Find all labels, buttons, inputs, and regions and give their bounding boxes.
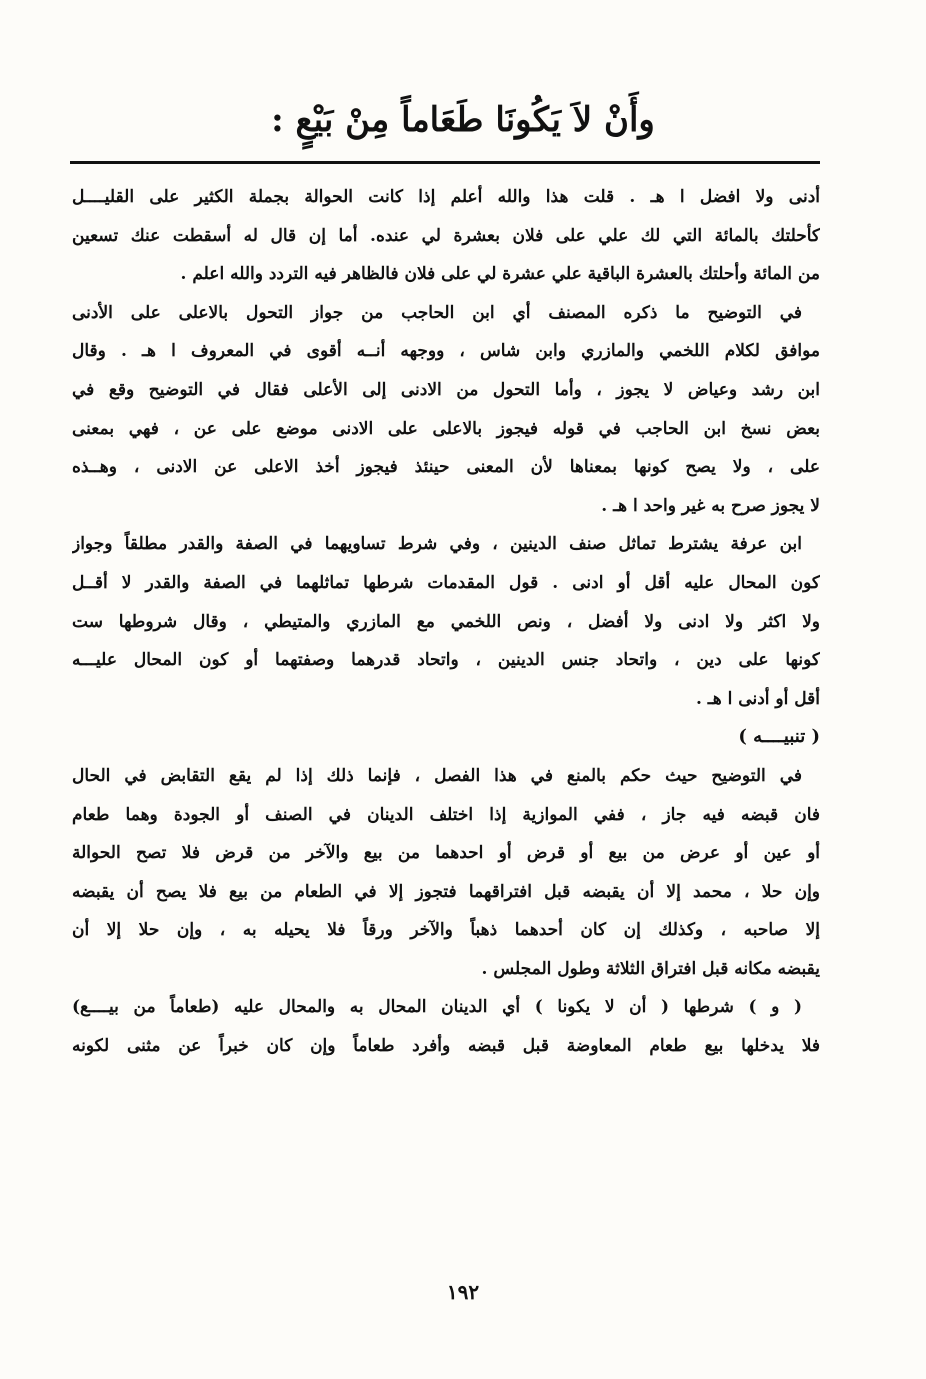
text-line: فان قبضه فيه جاز ، ففي الموازية إذا اختلف الدينان في الصنف أو الجودة وهما طعام xyxy=(72,804,820,825)
text-line: كونها على دين ، واتحاد جنس الدينين ، واتحاد قدرهما وصفتهما أو كون المحال عليـــه xyxy=(72,650,820,671)
running-header-title: وأَنْ لاَ يَكُونَا طَعَاماً مِنْ بَيْعٍ : xyxy=(271,100,655,140)
text-line: كأحلتك بالمائة التي لك علي على فلان بعشرة لي عنده. أما إن قال له أسقطت عنك تسعين xyxy=(72,225,820,246)
body-text xyxy=(72,178,820,1066)
text-line: في التوضيح ما ذكره المصنف أي ابن الحاجب من جواز التحول بالاعلى على الأدنى xyxy=(72,302,802,323)
text-line: وإن حلا ، محمد إلا أن يقبضه قبل افتراقهما فتجوز إلا في الطعام من بيع فلا يصح أن يقبضه xyxy=(72,881,820,902)
text-line: إلا صاحبه ، وكذلك إن كان أحدهما ذهباً والآخر ورقاً فلا يحيله به ، وإن حلا إلا أن xyxy=(72,920,820,941)
text-line: يقبضه مكانه قبل افتراق الثلاثة وطول المجلس . xyxy=(481,958,820,979)
text-line: أدنى ولا افضل ا هـ . قلت هذا والله أعلم إذا كانت الحوالة بجملة الكثير على القليــــل xyxy=(72,187,820,207)
text-line: أو عين أو عرض من بيع أو قرض أو احدهما من بيع والآخر من قرض فلا تصح الحوالة xyxy=(72,843,820,864)
text-line: في التوضيح حيث حكم بالمنع في هذا الفصل ، فإنما ذلك إذا لم يقع التقابض في الحال xyxy=(72,765,802,786)
text-line: من المائة وأحلتك بالعشرة الباقية علي عشرة لي على فلان فالظاهر فيه التردد والله اعلم . xyxy=(180,264,820,285)
text-line: لا يجوز صرح به غير واحد ا هـ . xyxy=(601,495,820,516)
text-line: بعض نسخ ابن الحاجب في قوله فيجوز بالاعلى على الادنى موضع على عن ، فهي بمعنى xyxy=(72,418,820,439)
text-line: على ، ولا يصح كونها بمعناها لأن المعنى حينئذ فيجوز أخذ الاعلى عن الادنى ، وهــذه xyxy=(72,457,820,478)
header-rule xyxy=(70,161,820,164)
text-line: أقل أو أدنى ا هـ . xyxy=(695,688,820,709)
text-line: ابن رشد وعياض لا يجوز ، وأما التحول من الادنى إلى الأعلى فقال في التوضيح وقع في xyxy=(72,379,820,400)
text-line: فلا يدخلها بيع طعام المعاوضة قبل قبضه وأفرد طعاماً وإن كان خبراً عن مثنى لكونه xyxy=(72,1036,820,1057)
section-heading: ( تنبيــــه ) xyxy=(738,726,820,748)
text-line: ولا اكثر ولا ادنى ولا أفضل ، ونص اللخمي مع المازري والمتيطي ، وقال شروطها ست xyxy=(72,611,820,632)
text-line: موافق لكلام اللخمي والمازري وابن شاس ، ووجهه أنــه أقوى في المعروف ا هـ . وقال xyxy=(72,341,820,362)
text-line: ابن عرفة يشترط تماثل صنف الدينين ، وفي شرط تساويهما في الصفة والقدر مطلقاً وجواز xyxy=(72,534,802,555)
text-line: كون المحال عليه أقل أو ادنى . قول المقدمات شرطها تماثلهما في الصفة والقدر لا أقــل xyxy=(72,572,820,593)
text-line: ( و ) شرطها ( أن لا يكونا ) أي الدينان المحال به والمحال عليه (طعاماً من بيــــع) xyxy=(72,997,802,1018)
page-number: ١٩٢ xyxy=(446,1280,480,1304)
